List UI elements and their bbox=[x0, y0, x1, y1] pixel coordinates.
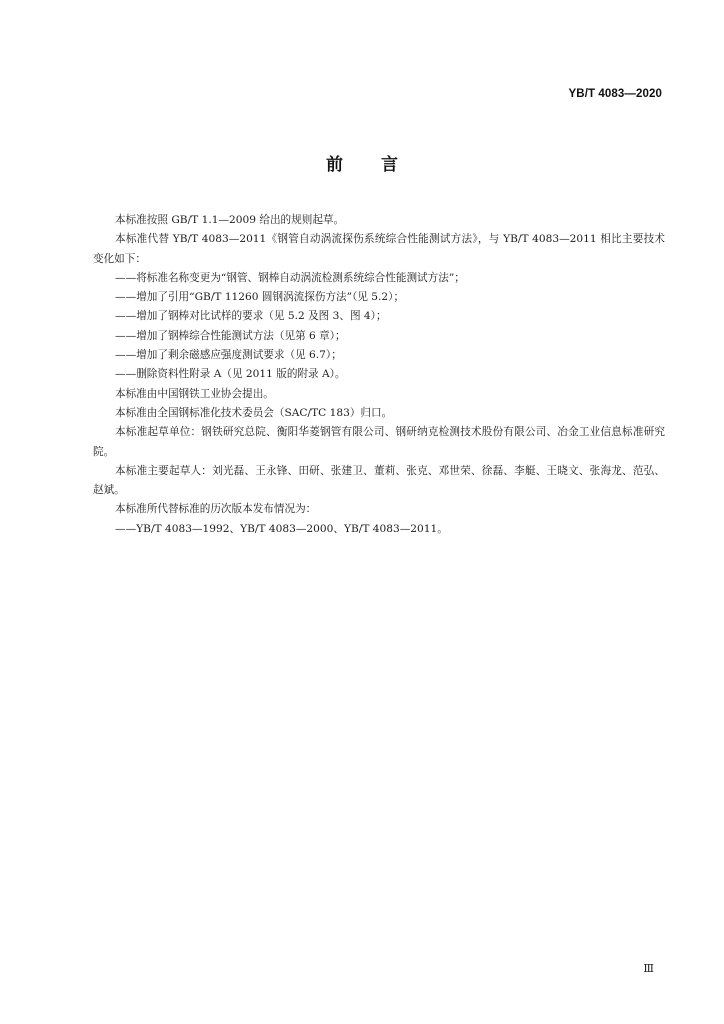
paragraph-drafting-units: 本标准起草单位：钢铁研究总院、衡阳华菱钢管有限公司、钢研纳克检测技术股份有限公司、冶金工业信息标准研究院。 bbox=[93, 426, 665, 458]
page-number: Ⅲ bbox=[643, 962, 654, 975]
previous-editions-list: ——YB/T 4083—1992、YB/T 4083—2000、YB/T 4083—2011。 bbox=[115, 522, 448, 535]
change-item: ——将标准名称变更为“钢管、钢棒自动涡流检测系统综合性能测试方法”； bbox=[115, 271, 465, 284]
standard-code: YB/T 4083—2020 bbox=[568, 88, 662, 100]
paragraph-drafting-rules: 本标准按照 GB/T 1.1—2009 给出的规则起草。 bbox=[115, 214, 345, 226]
change-item: ——增加了剩余磁感应强度测试要求（见 6.7）； bbox=[115, 349, 342, 362]
paragraph-drafters: 本标准主要起草人：刘光磊、王永锋、田研、张建卫、董莉、张克、邓世荣、徐磊、李艇、王晓文、张海龙、范弘、赵斌。 bbox=[93, 464, 665, 497]
change-item: ——增加了钢棒对比试样的要求（见 5.2 及图 3、图 4）； bbox=[115, 310, 387, 323]
paragraph-under-jurisdiction: 本标准由全国钢标准化技术委员会（SAC/TC 183）归口。 bbox=[115, 406, 393, 419]
change-item: ——删除资料性附录 A（见 2011 版的附录 A）。 bbox=[115, 368, 346, 381]
foreword-body bbox=[93, 211, 665, 539]
paragraph-previous-editions: 本标准所代替标准的历次版本发布情况为： bbox=[115, 503, 317, 516]
change-item: ——增加了钢棒综合性能测试方法（见第 6 章）； bbox=[115, 329, 346, 342]
paragraph-replaces: 本标准代替 YB/T 4083—2011《钢管自动涡流探伤系统综合性能测试方法》，与 YB/T 4083—2011 相比主要技术变化如下： bbox=[93, 233, 665, 265]
page-title: 前言 bbox=[326, 155, 436, 175]
change-item: ——增加了引用“GB/T 11260 圆钢涡流探伤方法”（见 5.2）； bbox=[115, 291, 405, 304]
paragraph-proposed-by: 本标准由中国钢铁工业协会提出。 bbox=[115, 387, 274, 400]
